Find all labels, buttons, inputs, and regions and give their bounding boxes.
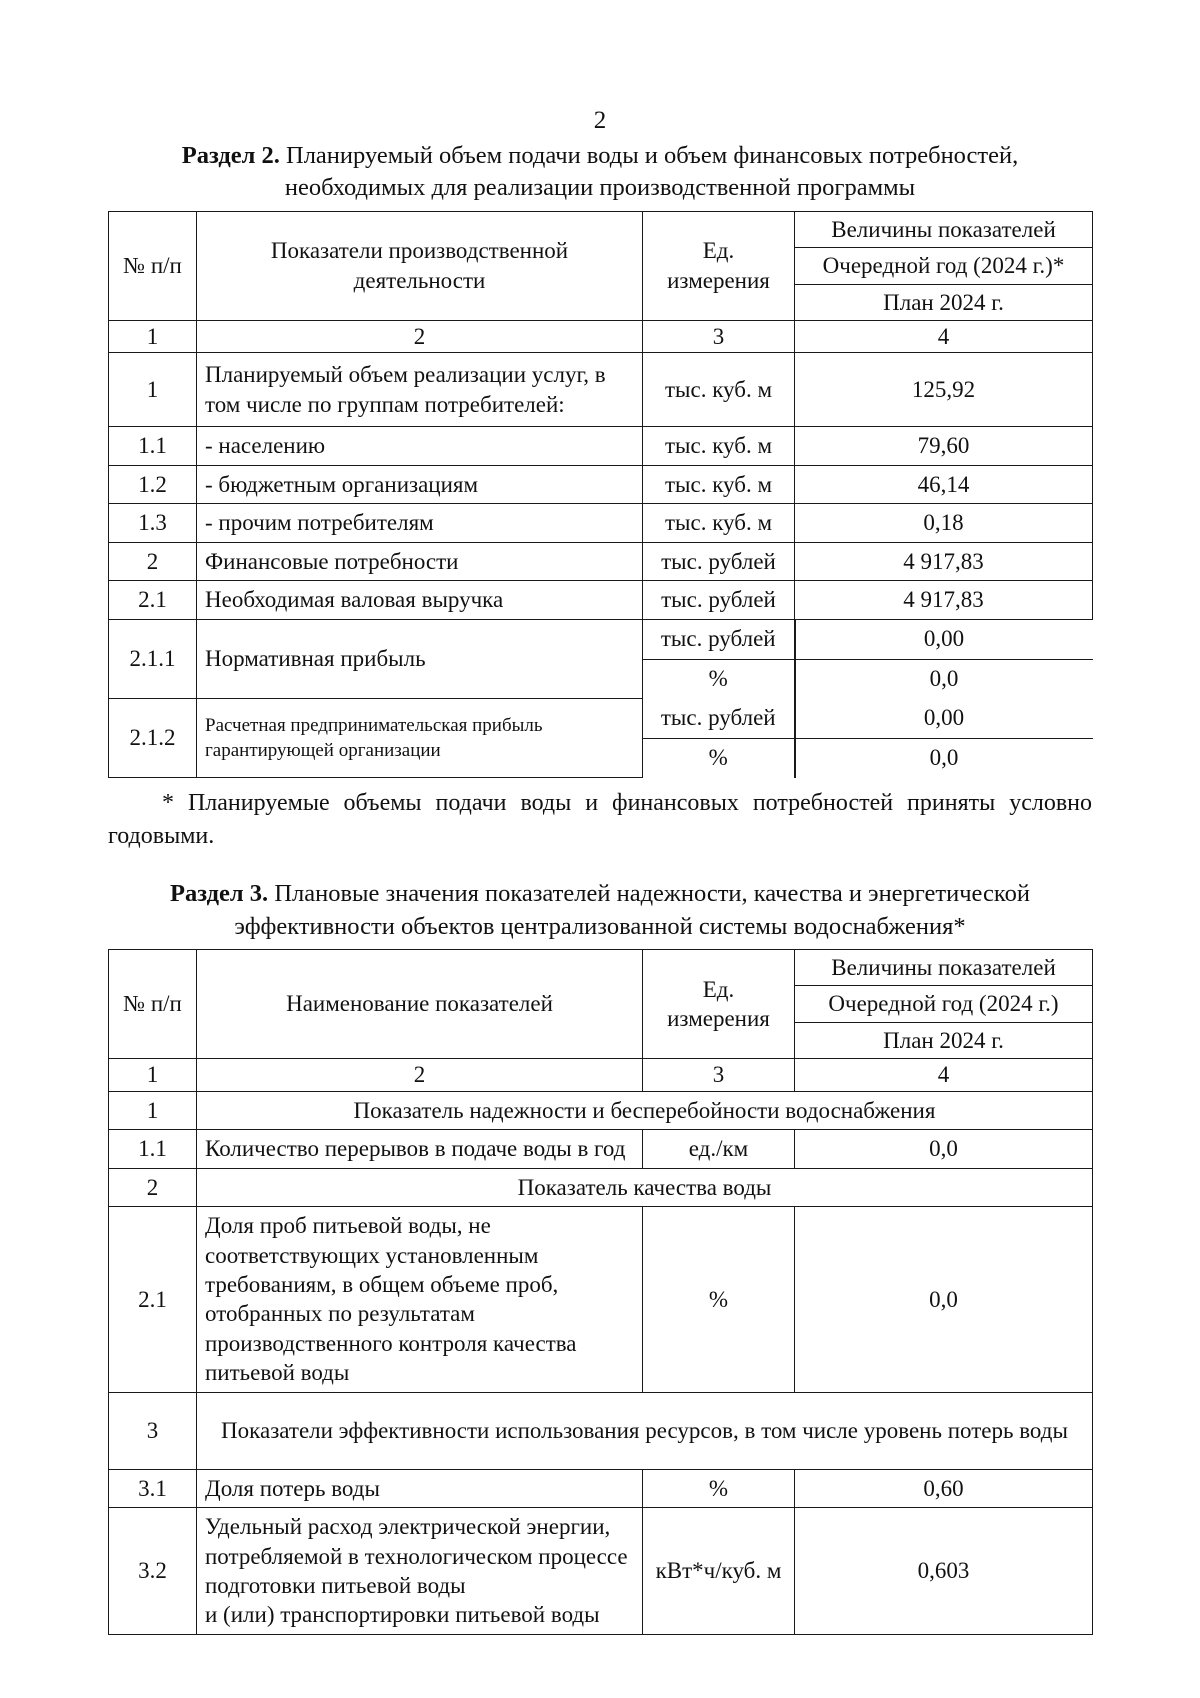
row-num: 1.2 [109,465,197,503]
header-values-year: Очередной год (2024 г.)* [795,248,1092,284]
row-num: 2 [109,542,197,580]
row-unit: тыс. рублей [643,542,795,580]
row-name: Нормативная прибыль [197,619,643,699]
header-name-line2: деятельности [353,267,486,293]
enum-cell-1: 1 [109,1059,197,1091]
row-num: 3 [109,1392,197,1469]
row-num: 1.1 [109,427,197,465]
row-num: 2.1 [109,581,197,619]
row-name-line3: требованиям, в общем объеме проб, [205,1271,559,1297]
table-row [109,1508,1093,1635]
enum-cell-2: 2 [197,1059,643,1091]
table-group-row [109,1392,1093,1469]
row-value: 79,60 [795,427,1093,465]
header-values-group: Величины показателей [795,212,1092,248]
table-enumeration-row [109,320,1093,352]
row-name-line3: подготовки питьевой воды [205,1573,466,1598]
header-cell-num: № п/п [109,211,197,320]
table-group-row [109,1091,1093,1129]
row-num: 2 [109,1168,197,1206]
row-unit: тыс. рублей [643,699,794,739]
table-header-row [109,950,1093,1059]
table-row [109,504,1093,542]
row-num: 1.1 [109,1130,197,1168]
row-name: - населению [197,427,643,465]
row-value: 0,0 [795,1207,1093,1393]
row-group-title: Показатель надежности и бесперебойности водоснабжения [197,1091,1093,1129]
row-name [197,1508,643,1635]
row-value-stack [795,699,1093,778]
table-header-row [109,211,1093,320]
section2-heading [108,140,1092,205]
table-enumeration-row [109,1059,1093,1091]
table-row [109,542,1093,580]
header-values-plan: План 2024 г. [795,284,1092,320]
table-row [109,581,1093,619]
row-value: 0,0 [795,659,1093,699]
header-values-group: Величины показателей [795,950,1092,986]
section2-footnote: * Планируемые объемы подачи воды и финансовых потребностей приняты условно годовыми. [108,790,1092,849]
row-name: Доля потерь воды [197,1469,643,1507]
row-num: 1.3 [109,504,197,542]
enum-cell-2: 2 [197,320,643,352]
header-unit-line2: измерения [667,267,770,293]
table-row [109,465,1093,503]
row-name-line1: Расчетная предпринимательская прибыль [205,714,543,736]
row-unit: % [643,738,794,778]
enum-cell-3: 3 [643,1059,795,1091]
row-name-line4: отобранных по результатам [205,1301,475,1327]
table-row [109,1207,1093,1393]
row-name-line2: том числе по группам потребителей: [205,391,565,417]
row-value: 0,603 [795,1508,1093,1635]
row-name-line1: Планируемый объем реализации услуг, в [205,362,606,388]
header-unit-line1: Ед. [702,238,735,264]
row-value: 0,0 [795,738,1093,778]
row-group-title: Показатели эффективности использования ресурсов, в том числе уровень потерь воды [197,1392,1093,1469]
row-value: 0,18 [795,504,1093,542]
row-name: Количество перерывов в подаче воды в год [197,1130,643,1168]
row-unit: тыс. куб. м [643,504,795,542]
row-name [197,1207,643,1393]
row-value: 0,0 [795,1130,1093,1168]
header-unit-line1: Ед. [702,976,735,1002]
section3-heading [108,878,1092,943]
row-unit: тыс. куб. м [643,427,795,465]
row-unit: % [643,659,794,699]
header-cell-name: Наименование показателей [197,950,643,1059]
row-unit: % [643,1469,795,1507]
header-cell-unit [643,950,795,1059]
row-num: 2.1 [109,1207,197,1393]
row-unit: % [643,1207,795,1393]
row-name: Финансовые потребности [197,542,643,580]
row-name-line2: гарантирующей организации [205,740,441,762]
row-name-line6: питьевой воды [205,1360,350,1386]
header-values-year: Очередной год (2024 г.) [795,986,1092,1022]
row-name-line5: производственного контроля качества [205,1330,577,1356]
row-name-line1: Удельный расход электрической энергии, [205,1514,611,1540]
table-row [109,353,1093,427]
row-num: 3.2 [109,1508,197,1635]
header-cell-values [795,950,1093,1059]
row-num: 1 [109,353,197,427]
row-name-line1: Доля проб питьевой воды, не [205,1213,491,1239]
section3-label: Раздел 3. [170,880,269,908]
row-value: 4 917,83 [795,542,1093,580]
row-unit: тыс. куб. м [643,353,795,427]
row-name-line2: соответствующих установленным [205,1242,539,1268]
row-num: 2.1.2 [109,699,197,778]
table-row [109,1469,1093,1507]
row-unit: тыс. рублей [643,620,794,660]
row-name [197,353,643,427]
row-num: 3.1 [109,1469,197,1507]
header-unit-line2: измерения [667,1006,770,1032]
header-name-line1: Показатели производственной [270,238,569,264]
header-cell-name [197,211,643,320]
page-content [108,140,1092,1635]
enum-cell-4: 4 [795,1059,1093,1091]
row-value: 46,14 [795,465,1093,503]
header-cell-num: № п/п [109,950,197,1059]
row-unit: тыс. рублей [643,581,795,619]
section3-title-line2: эффективности объектов централизованной системы водоснабжения* [234,912,966,940]
table-row [109,427,1093,465]
row-unit-stack [643,619,795,699]
section2-title-line2: необходимых для реализации производственной программы [284,174,916,202]
section3-table [108,949,1093,1635]
header-values-plan: План 2024 г. [795,1022,1092,1058]
row-name [197,699,643,778]
row-unit: тыс. куб. м [643,465,795,503]
row-name: Необходимая валовая выручка [197,581,643,619]
row-num: 2.1.1 [109,619,197,699]
table-row-split [109,699,1093,778]
enum-cell-3: 3 [643,320,795,352]
header-cell-unit [643,211,795,320]
row-value: 0,00 [795,699,1093,739]
row-group-title: Показатель качества воды [197,1168,1093,1206]
row-name: - бюджетным организациям [197,465,643,503]
section2-label: Раздел 2. [181,142,280,169]
enum-cell-4: 4 [795,320,1093,352]
spacer [108,852,1092,878]
row-name-line4: и (или) транспортировки питьевой воды [205,1602,600,1628]
row-num: 1 [109,1091,197,1129]
row-unit: кВт*ч/куб. м [643,1508,795,1635]
table-group-row [109,1168,1093,1206]
row-value-stack [795,619,1093,699]
row-name: - прочим потребителям [197,504,643,542]
table-row-split [109,619,1093,699]
row-value: 0,00 [795,620,1093,660]
table-row [109,1130,1093,1168]
section3-title-line1: Плановые значения показателей надежности, качества и энергетической [268,880,1030,908]
header-cell-values [795,211,1093,320]
section2-title-line1: Планируемый объем подачи воды и объем финансовых потребностей, [279,142,1019,169]
row-unit-stack [643,699,795,778]
row-unit: ед./км [643,1130,795,1168]
row-value: 0,60 [795,1469,1093,1507]
row-name-line2: потребляемой в технологическом процессе [205,1543,628,1569]
row-value: 125,92 [795,353,1093,427]
page-number: 2 [593,107,607,134]
row-value: 4 917,83 [795,581,1093,619]
section2-table [108,211,1093,778]
enum-cell-1: 1 [109,320,197,352]
